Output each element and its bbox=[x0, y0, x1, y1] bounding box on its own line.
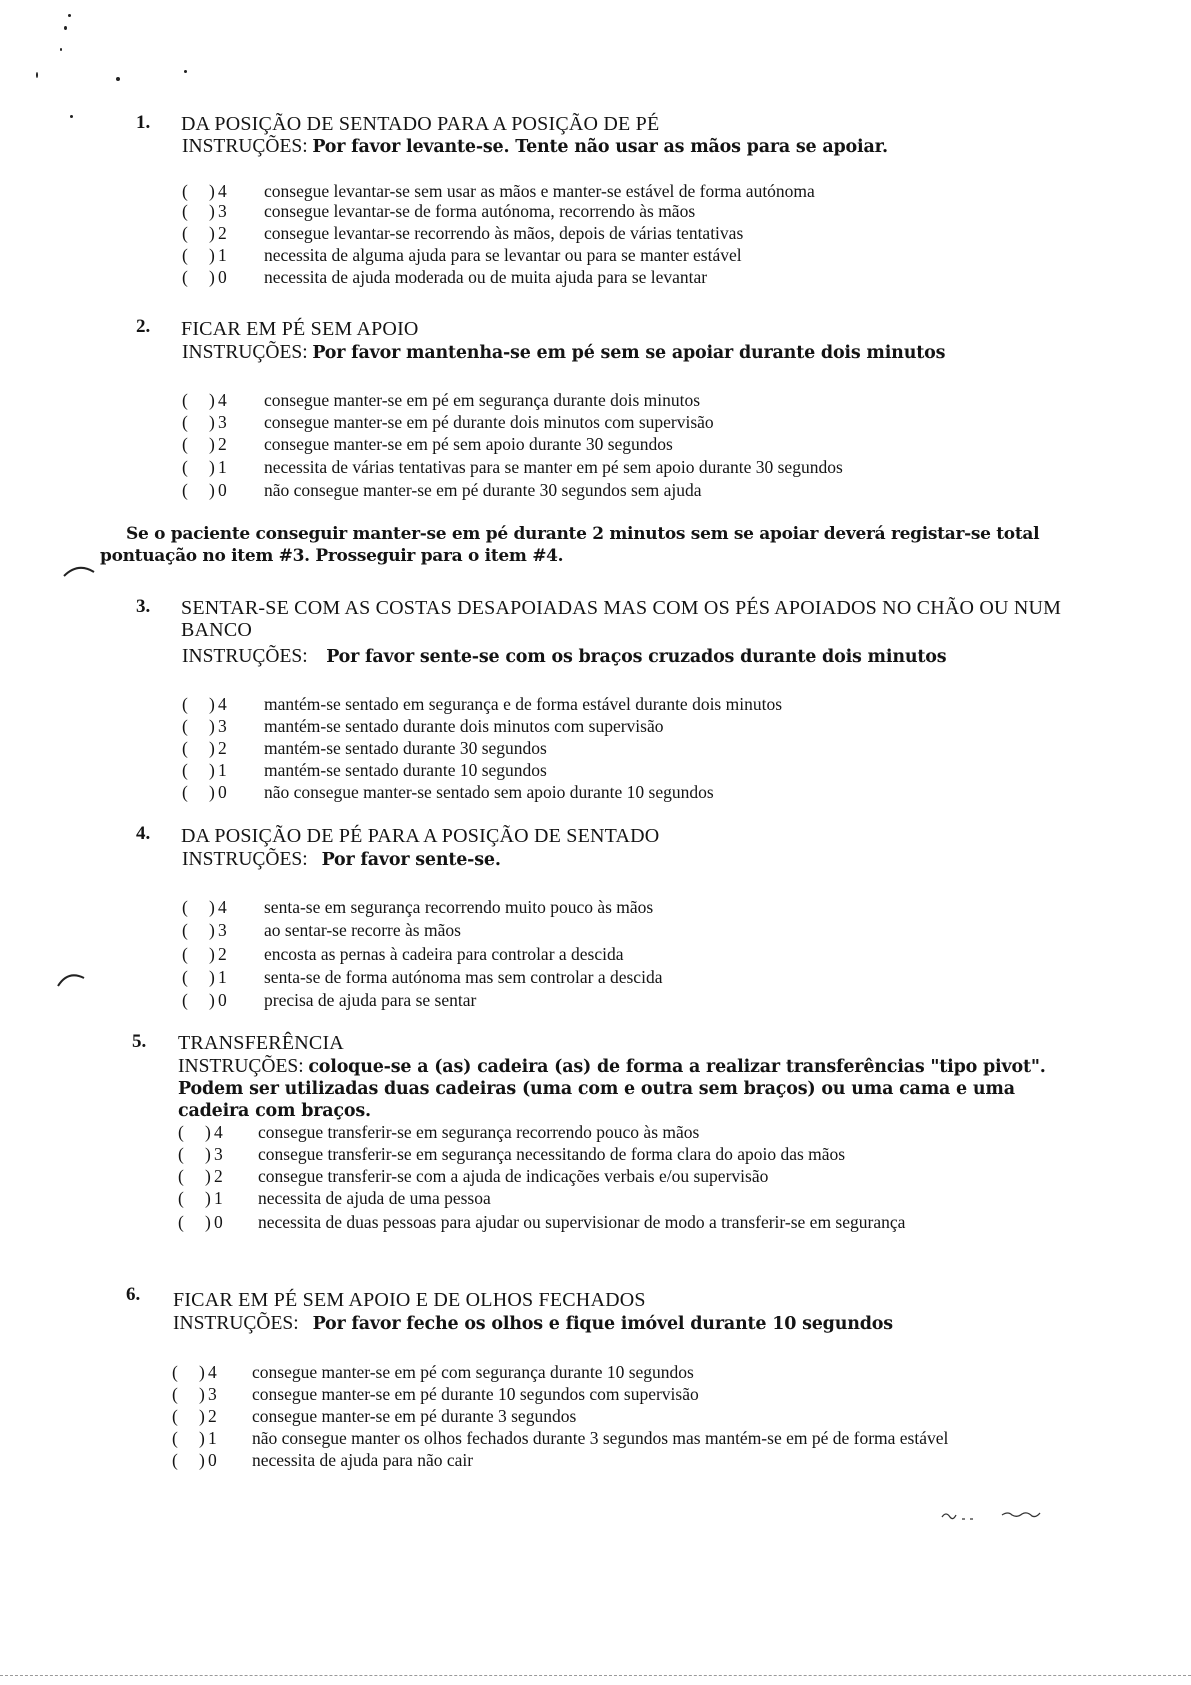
option-score: 0 bbox=[214, 1212, 223, 1232]
option-score: 1 bbox=[218, 967, 227, 987]
section-number: 1. bbox=[136, 112, 151, 133]
instructions-label: INSTRUÇÕES: bbox=[182, 342, 308, 363]
option-score: 4 bbox=[218, 181, 227, 201]
option-text: senta-se em segurança recorrendo muito pouco às mãos bbox=[264, 897, 654, 917]
option-score: 0 bbox=[218, 782, 227, 802]
option-score: 3 bbox=[208, 1384, 217, 1404]
section-number: 5. bbox=[132, 1031, 147, 1052]
option-text: necessita de várias tentativas para se manter em pé sem apoio durante 30 segundos bbox=[264, 457, 843, 477]
option-score: 1 bbox=[208, 1428, 217, 1448]
scan-speck bbox=[116, 77, 120, 81]
option-score: 2 bbox=[218, 223, 227, 243]
option-score: 0 bbox=[208, 1450, 217, 1470]
option-text: consegue manter-se em pé durante 10 segundos com supervisão bbox=[252, 1384, 699, 1404]
section-title: DA POSIÇÃO DE SENTADO PARA A POSIÇÃO DE PÉ bbox=[181, 113, 660, 135]
option-text: consegue manter-se em pé durante dois minutos com supervisão bbox=[264, 412, 714, 432]
option-text: precisa de ajuda para se sentar bbox=[264, 990, 477, 1010]
option-text: consegue manter-se em pé com segurança durante 10 segundos bbox=[252, 1362, 694, 1382]
option-text: consegue levantar-se sem usar as mãos e manter-se estável de forma autónoma bbox=[264, 181, 815, 201]
option-text: necessita de alguma ajuda para se levantar ou para se manter estável bbox=[264, 245, 742, 265]
section-title: SENTAR-SE COM AS COSTAS DESAPOIADAS MAS COM OS PÉS APOIADOS NO CHÃO OU NUM BANCO bbox=[181, 597, 1062, 641]
section-instructions bbox=[182, 849, 501, 871]
section-number: 3. bbox=[136, 596, 151, 617]
option-text: senta-se de forma autónoma mas sem controlar a descida bbox=[264, 967, 663, 987]
scan-speck bbox=[68, 14, 71, 17]
option-text: não consegue manter-se em pé durante 30 segundos sem ajuda bbox=[264, 480, 702, 500]
option-score: 2 bbox=[218, 944, 227, 964]
scan-speck bbox=[70, 115, 73, 118]
option-score: 0 bbox=[218, 990, 227, 1010]
option-text: necessita de ajuda para não cair bbox=[252, 1450, 474, 1470]
option-score: 3 bbox=[218, 920, 227, 940]
section-number: 6. bbox=[126, 1284, 141, 1305]
option-text: mantém-se sentado durante dois minutos com supervisão bbox=[264, 716, 664, 736]
option-score: 2 bbox=[208, 1406, 217, 1426]
scan-edge-line bbox=[0, 1675, 1191, 1676]
option-score: 2 bbox=[214, 1166, 223, 1186]
pen-mark bbox=[56, 968, 86, 990]
option-text: consegue transferir-se com a ajuda de indicações verbais e/ou supervisão bbox=[258, 1166, 769, 1186]
option-text: ao sentar-se recorre às mãos bbox=[264, 920, 461, 940]
section-title: FICAR EM PÉ SEM APOIO E DE OLHOS FECHADOS bbox=[173, 1289, 646, 1311]
section-instructions bbox=[182, 342, 945, 364]
option-score: 0 bbox=[218, 480, 227, 500]
instructions-label: INSTRUÇÕES: bbox=[182, 136, 308, 157]
option-text: não consegue manter os olhos fechados durante 3 segundos mas mantém-se em pé de forma estável bbox=[252, 1428, 949, 1448]
option-score: 3 bbox=[218, 201, 227, 221]
instructions-text: Por favor sente-se. bbox=[321, 850, 501, 870]
instructions-text: Por favor feche os olhos e fique imóvel durante 10 segundos bbox=[312, 1314, 893, 1334]
option-text: necessita de ajuda de uma pessoa bbox=[258, 1188, 491, 1208]
instructions-label: INSTRUÇÕES: bbox=[173, 1313, 299, 1334]
option-text: consegue manter-se em pé sem apoio durante 30 segundos bbox=[264, 434, 673, 454]
section-instructions bbox=[182, 646, 946, 668]
option-score: 3 bbox=[218, 716, 227, 736]
option-text: consegue levantar-se de forma autónoma, recorrendo às mãos bbox=[264, 201, 696, 221]
option-text: mantém-se sentado em segurança e de forma estável durante dois minutos bbox=[264, 694, 783, 714]
option-score: 4 bbox=[218, 694, 227, 714]
note-line-1: Se o paciente conseguir manter-se em pé durante 2 minutos sem se apoiar deverá registar-se total bbox=[126, 524, 1040, 544]
option-score: 4 bbox=[218, 390, 227, 410]
option-score: 1 bbox=[218, 457, 227, 477]
section-instructions bbox=[178, 1056, 1083, 1122]
option-text: mantém-se sentado durante 10 segundos bbox=[264, 760, 547, 780]
option-score: 4 bbox=[214, 1122, 223, 1142]
option-score: 4 bbox=[218, 897, 227, 917]
instructions-text: coloque-se a (as) cadeira (as) de forma a realizar transferências "tipo pivot". Podem ser utilizadas duas cadeiras (uma com e outra sem braços) ou uma cama e uma cadeira com braços. bbox=[178, 1057, 1046, 1121]
option-text: consegue manter-se em pé durante 3 segundos bbox=[252, 1406, 577, 1426]
scanned-form-page: 1. DA POSIÇÃO DE SENTADO PARA A POSIÇÃO DE PÉ INSTRUÇÕES: Por favor levante-se. Tente não usar as mãos para se apoiar. ( ) 4 consegue levantar-se sem usar as mãos e manter-se estável de forma autónoma ( ) 3 consegue levantar-se de forma autónoma, recorrendo às mãos ( ) 2 consegue levantar-se recorrendo às mãos, depois de várias tentativas ( ) 1 necessita de alguma ajuda para se levantar ou para se manter estável ( ) 0 necessita de ajuda moderada ou de muita ajuda para se levantar 2. FICAR EM PÉ SEM APOIO INSTRUÇÕES: Por favor mantenha-se em pé sem se apoiar durante dois minutos ( ) 4 consegue manter-se em pé em segurança durante dois minutos ( ) 3 consegue manter-se em pé durante dois minutos com supervisão ( ) 2 consegue manter-se em pé sem apoio durante 30 segundos ( ) 1 necessita de várias tentativas para se manter em pé sem apoio durante 30 segundos ( ) 0 não consegue manter-se em pé durante 30 segundos sem ajuda Se o paciente conseguir manter-se em pé durante 2 minutos sem se apoiar deverá registar-se total pontuação no item #3. Prosseguir para o item #4. 3. SENTAR-SE COM AS COSTAS DESAPOIADAS MAS COM OS PÉS APOIADOS NO CHÃO OU NUM BANCO INSTRUÇÕES: Por favor sente-se com os braços cruzados durante dois minutos ( ) 4 mantém-se sentado em segurança e de forma estável durante dois minutos ( ) 3 mantém-se sentado durante dois minutos com supervisão ( ) 2 mantém-se sentado durante 30 segundos ( ) 1 mantém-se sentado durante 10 segundos ( ) 0 não consegue manter-se sentado sem apoio durante 10 segundos 4. DA POSIÇÃO DE PÉ PARA A POSIÇÃO DE SENTADO INSTRUÇÕES: Por favor sente-se. ( ) 4 senta-se em segurança recorrendo muito pouco às mãos ( ) 3 ao sentar-se recorre às mãos ( ) 2 encosta as pernas à cadeira para controlar a descida ( ) 1 senta-se de forma autónoma mas sem controlar a descida ( ) 0 precisa de ajuda para se sentar 5. TRANSFERÊNCIA INSTRUÇÕES: coloque-se a (as) cadeira (as) de forma a realizar transferências "tipo pivot". Podem ser utilizadas duas cadeiras (uma com e outra sem braços) ou uma cama e uma cadeira com braços. ( ) 4 consegue transferir-se em segurança recorrendo pouco às mãos ( ) 3 consegue transferir-se em segurança necessitando de forma clara do apoio das mãos ( ) 2 consegue transferir-se com a ajuda de indicações verbais e/ou supervisão ( ) 1 necessita de ajuda de uma pessoa ( ) 0 necessita de duas pessoas para ajudar ou supervisionar de modo a transferir-se em segurança 6. FICAR EM PÉ SEM APOIO E DE OLHOS FECHADOS INSTRUÇÕES: Por favor feche os olhos e fique imóvel durante 10 segundos ( ) 4 consegue manter-se em pé com segurança durante 10 segundos ( ) 3 consegue manter-se em pé durante 10 segundos com supervisão ( ) 2 consegue manter-se em pé durante 3 segundos ( ) 1 não consegue manter os olhos fechados durante 3 segundos mas mantém-se em pé de forma estável ( ) 0 necessita de ajuda para não cair bbox=[0, 0, 1191, 1685]
section-title: FICAR EM PÉ SEM APOIO bbox=[181, 318, 419, 340]
option-text: consegue levantar-se recorrendo às mãos, depois de várias tentativas bbox=[264, 223, 744, 243]
section-instructions bbox=[173, 1313, 893, 1335]
section-title: DA POSIÇÃO DE PÉ PARA A POSIÇÃO DE SENTADO bbox=[181, 825, 660, 847]
scan-speck bbox=[36, 72, 38, 78]
pen-mark bbox=[62, 560, 96, 580]
section-instructions bbox=[182, 136, 888, 158]
instructions-text: Por favor mantenha-se em pé sem se apoiar durante dois minutos bbox=[312, 343, 946, 363]
section-title: TRANSFERÊNCIA bbox=[178, 1032, 344, 1054]
option-score: 2 bbox=[218, 434, 227, 454]
option-score: 2 bbox=[218, 738, 227, 758]
option-text: necessita de duas pessoas para ajudar ou supervisionar de modo a transferir-se em segurança bbox=[258, 1212, 906, 1232]
option-text: consegue transferir-se em segurança necessitando de forma clara do apoio das mãos bbox=[258, 1144, 846, 1164]
option-score: 0 bbox=[218, 267, 227, 287]
note-line-2: pontuação no item #3. Prosseguir para o item #4. bbox=[100, 546, 564, 566]
instructions-label: INSTRUÇÕES: bbox=[182, 849, 308, 870]
option-text: consegue transferir-se em segurança recorrendo pouco às mãos bbox=[258, 1122, 700, 1142]
instructions-text: Por favor levante-se. Tente não usar as mãos para se apoiar. bbox=[312, 137, 888, 157]
instructions-text: Por favor sente-se com os braços cruzados durante dois minutos bbox=[326, 647, 947, 667]
option-score: 4 bbox=[208, 1362, 217, 1382]
option-text: não consegue manter-se sentado sem apoio durante 10 segundos bbox=[264, 782, 714, 802]
option-score: 1 bbox=[214, 1188, 223, 1208]
scan-speck bbox=[64, 26, 67, 30]
option-score: 1 bbox=[218, 245, 227, 265]
option-score: 3 bbox=[214, 1144, 223, 1164]
section-number: 2. bbox=[136, 316, 151, 337]
option-text: necessita de ajuda moderada ou de muita ajuda para se levantar bbox=[264, 267, 708, 287]
signature-scribble bbox=[940, 1507, 1060, 1523]
instructions-label: INSTRUÇÕES: bbox=[182, 646, 308, 667]
scan-speck bbox=[184, 70, 187, 73]
instructions-label: INSTRUÇÕES: bbox=[178, 1056, 304, 1077]
option-text: encosta as pernas à cadeira para controlar a descida bbox=[264, 944, 624, 964]
scan-speck bbox=[60, 48, 62, 51]
option-text: consegue manter-se em pé em segurança durante dois minutos bbox=[264, 390, 701, 410]
option-score: 3 bbox=[218, 412, 227, 432]
option-text: mantém-se sentado durante 30 segundos bbox=[264, 738, 547, 758]
section-number: 4. bbox=[136, 823, 151, 844]
option-score: 1 bbox=[218, 760, 227, 780]
